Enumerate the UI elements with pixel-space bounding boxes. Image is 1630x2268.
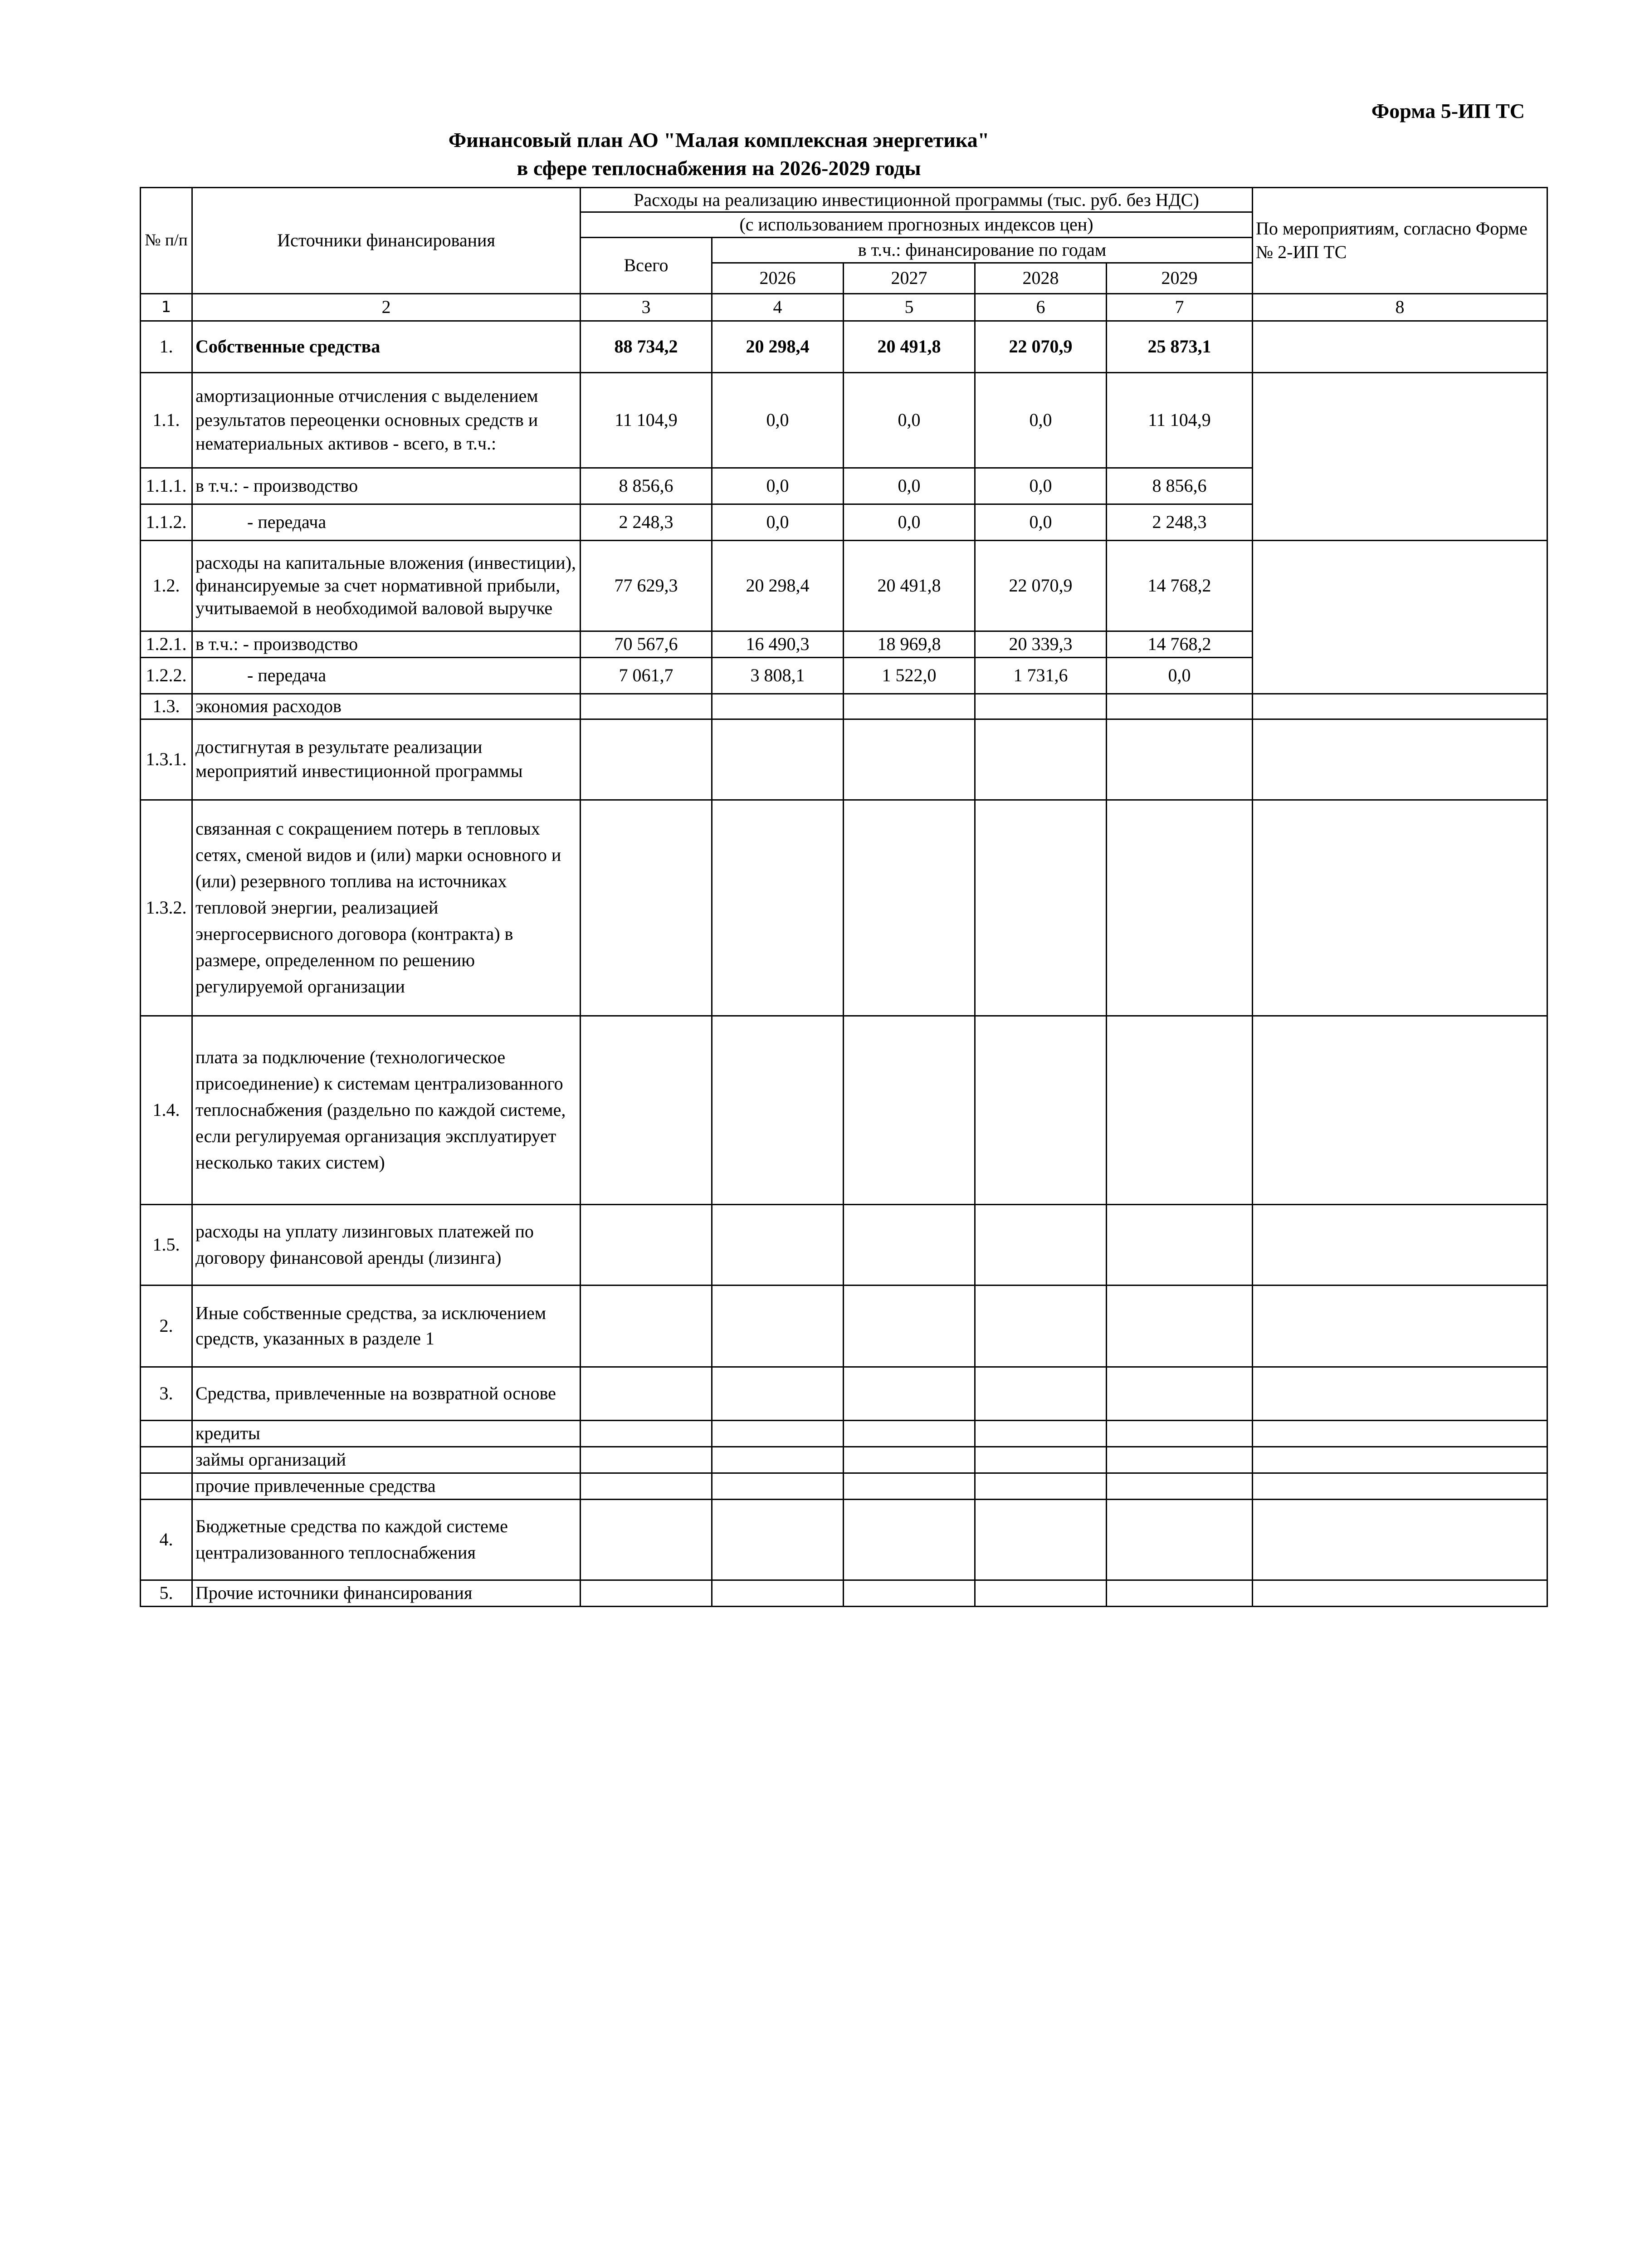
table-row (141, 1473, 1547, 1499)
row-2029: 14 768,2 (1107, 631, 1253, 657)
row-number: 2. (141, 1285, 192, 1367)
col-number: 7 (1107, 293, 1253, 321)
row-source: амортизационные отчисления с выделением результатов переоценки основных средств и нематериальных активов - всего, в т.ч.: (192, 372, 581, 468)
row-activities (1253, 1499, 1547, 1580)
row-total (581, 1016, 712, 1204)
row-number: 3. (141, 1367, 192, 1420)
row-source: Бюджетные средства по каждой системе централизованного теплоснабжения (192, 1499, 581, 1580)
row-number: 1.1.1. (141, 468, 192, 504)
row-source: прочие привлеченные средства (192, 1473, 581, 1499)
row-total: 8 856,6 (581, 468, 712, 504)
row-2029 (1107, 1367, 1253, 1420)
col-number: 8 (1253, 293, 1547, 321)
row-2028: 0,0 (975, 372, 1107, 468)
table-row (141, 719, 1547, 800)
row-activities (1253, 1204, 1547, 1285)
row-2026: 0,0 (712, 504, 844, 540)
table-row (141, 1016, 1547, 1204)
row-2029 (1107, 1016, 1253, 1204)
row-source: кредиты (192, 1420, 581, 1447)
row-total: 88 734,2 (581, 321, 712, 372)
page-title: Финансовый план АО "Малая комплексная энергетика" (448, 128, 990, 152)
col-number: 6 (975, 293, 1107, 321)
row-total: 70 567,6 (581, 631, 712, 657)
financial-plan-table (140, 187, 1548, 1607)
row-2027: 18 969,8 (844, 631, 975, 657)
row-2029 (1107, 1580, 1253, 1606)
row-total (581, 1420, 712, 1447)
row-2028 (975, 719, 1107, 800)
row-2028: 0,0 (975, 468, 1107, 504)
row-2027 (844, 1499, 975, 1580)
table-row (141, 694, 1547, 719)
header-expenses-line2: (с использованием прогнозных индексов цен) (581, 212, 1253, 238)
row-activities (1253, 1580, 1547, 1606)
row-2029: 2 248,3 (1107, 504, 1253, 540)
row-2026 (712, 1473, 844, 1499)
row-2028 (975, 1420, 1107, 1447)
header-num: № п/п (141, 188, 192, 294)
row-number: 1.1. (141, 372, 192, 468)
row-2028: 22 070,9 (975, 540, 1107, 631)
row-2027 (844, 1204, 975, 1285)
row-source: в т.ч.: - производство (192, 631, 581, 657)
row-2027 (844, 1580, 975, 1606)
row-number: 5. (141, 1580, 192, 1606)
row-total (581, 800, 712, 1016)
row-total (581, 1367, 712, 1420)
row-2027: 0,0 (844, 468, 975, 504)
row-source: связанная с сокращением потерь в тепловых сетях, сменой видов и (или) марки основного и (или) резервного топлива на источниках тепловой энергии, реализацией энергосервисного договора (контракта) в размере, определенном по решению регулируемой организации (192, 800, 581, 1016)
row-2028 (975, 1016, 1107, 1204)
table-row (141, 1499, 1547, 1580)
row-total: 77 629,3 (581, 540, 712, 631)
row-2028: 1 731,6 (975, 657, 1107, 694)
row-2027: 20 491,8 (844, 321, 975, 372)
row-2026 (712, 1447, 844, 1473)
row-2026: 0,0 (712, 468, 844, 504)
row-number (141, 1420, 192, 1447)
row-2026 (712, 719, 844, 800)
row-source: - передача (192, 504, 581, 540)
row-2026: 3 808,1 (712, 657, 844, 694)
row-source: Иные собственные средства, за исключением средств, указанных в разделе 1 (192, 1285, 581, 1367)
row-2026 (712, 1420, 844, 1447)
row-total (581, 1580, 712, 1606)
row-total: 7 061,7 (581, 657, 712, 694)
row-2027 (844, 1016, 975, 1204)
row-2029: 11 104,9 (1107, 372, 1253, 468)
row-activities (1253, 1367, 1547, 1420)
col-number: 1 (141, 293, 192, 321)
row-2027 (844, 800, 975, 1016)
row-number: 1.3.2. (141, 800, 192, 1016)
row-number: 1.2. (141, 540, 192, 631)
col-number: 5 (844, 293, 975, 321)
row-source: расходы на капитальные вложения (инвестиции), финансируемые за счет нормативной прибыли, учитываемой в необходимой валовой выручке (192, 540, 581, 631)
row-total (581, 1473, 712, 1499)
header-total: Всего (581, 237, 712, 293)
row-source: в т.ч.: - производство (192, 468, 581, 504)
row-total (581, 694, 712, 719)
row-number: 1.3. (141, 694, 192, 719)
row-number: 1.3.1. (141, 719, 192, 800)
row-number: 1.1.2. (141, 504, 192, 540)
row-2028: 0,0 (975, 504, 1107, 540)
table-row (141, 1420, 1547, 1447)
table-row (141, 800, 1547, 1016)
column-numbers-row (141, 293, 1547, 321)
header-year-2026: 2026 (712, 263, 844, 293)
row-2028 (975, 694, 1107, 719)
row-total (581, 1285, 712, 1367)
table-row (141, 372, 1547, 468)
header-activities: По мероприятиям, согласно Форме № 2-ИП ТС (1253, 188, 1547, 294)
row-2029 (1107, 1285, 1253, 1367)
row-activities (1253, 540, 1547, 694)
header-year-2029: 2029 (1107, 263, 1253, 293)
table-row (141, 1285, 1547, 1367)
row-2028: 22 070,9 (975, 321, 1107, 372)
col-number: 3 (581, 293, 712, 321)
row-2029 (1107, 1420, 1253, 1447)
row-2026 (712, 1285, 844, 1367)
row-activities (1253, 321, 1547, 372)
row-2027 (844, 719, 975, 800)
row-activities (1253, 372, 1547, 540)
row-source: Прочие источники финансирования (192, 1580, 581, 1606)
row-activities (1253, 1447, 1547, 1473)
row-number (141, 1447, 192, 1473)
row-2026 (712, 800, 844, 1016)
row-2027: 1 522,0 (844, 657, 975, 694)
row-activities (1253, 694, 1547, 719)
row-2026: 0,0 (712, 372, 844, 468)
row-source: плата за подключение (технологическое присоединение) к системам централизованного теплоснабжения (раздельно по каждой системе, если регулируемая организация эксплуатирует несколько таких систем) (192, 1016, 581, 1204)
row-2029 (1107, 719, 1253, 800)
row-2027: 0,0 (844, 504, 975, 540)
row-2026 (712, 1016, 844, 1204)
row-source: Средства, привлеченные на возвратной основе (192, 1367, 581, 1420)
table-row (141, 1580, 1547, 1606)
row-2028: 20 339,3 (975, 631, 1107, 657)
row-2026 (712, 1499, 844, 1580)
row-number: 1.2.2. (141, 657, 192, 694)
row-total (581, 1204, 712, 1285)
row-total (581, 1447, 712, 1473)
table-row (141, 1447, 1547, 1473)
row-2028 (975, 800, 1107, 1016)
row-activities (1253, 1420, 1547, 1447)
row-2027: 20 491,8 (844, 540, 975, 631)
row-2028 (975, 1204, 1107, 1285)
header-sources: Источники финансирования (192, 188, 581, 294)
form-label: Форма 5-ИП ТС (1371, 99, 1525, 122)
row-2027 (844, 694, 975, 719)
row-number: 1.5. (141, 1204, 192, 1285)
row-activities (1253, 1285, 1547, 1367)
row-2029 (1107, 800, 1253, 1016)
row-2029 (1107, 1499, 1253, 1580)
row-2026: 20 298,4 (712, 321, 844, 372)
row-number: 1.4. (141, 1016, 192, 1204)
row-2027 (844, 1473, 975, 1499)
row-number: 1. (141, 321, 192, 372)
row-activities (1253, 1473, 1547, 1499)
col-number: 2 (192, 293, 581, 321)
row-2029: 25 873,1 (1107, 321, 1253, 372)
row-2026 (712, 1367, 844, 1420)
row-2029 (1107, 1447, 1253, 1473)
row-2029: 14 768,2 (1107, 540, 1253, 631)
row-total: 2 248,3 (581, 504, 712, 540)
row-source: достигнутая в результате реализации мероприятий инвестиционной программы (192, 719, 581, 800)
row-2028 (975, 1580, 1107, 1606)
row-activities (1253, 1016, 1547, 1204)
row-total (581, 719, 712, 800)
row-2027 (844, 1447, 975, 1473)
row-number: 1.2.1. (141, 631, 192, 657)
row-number: 4. (141, 1499, 192, 1580)
table-row (141, 321, 1547, 372)
header-expenses-line1: Расходы на реализацию инвестиционной программы (тыс. руб. без НДС) (634, 189, 1199, 210)
table-row (141, 1204, 1547, 1285)
row-2026 (712, 1204, 844, 1285)
row-2028 (975, 1285, 1107, 1367)
row-activities (1253, 719, 1547, 800)
row-2028 (975, 1473, 1107, 1499)
row-total (581, 1499, 712, 1580)
row-2029 (1107, 694, 1253, 719)
row-2026 (712, 1580, 844, 1606)
row-activities (1253, 800, 1547, 1016)
row-number (141, 1473, 192, 1499)
row-source: займы организаций (192, 1447, 581, 1473)
row-2027 (844, 1367, 975, 1420)
row-2029 (1107, 1473, 1253, 1499)
row-source: экономия расходов (192, 694, 581, 719)
header-row (141, 188, 1547, 212)
row-2029 (1107, 1204, 1253, 1285)
page-subtitle: в сфере теплоснабжения на 2026-2029 годы (517, 156, 921, 180)
row-2029: 0,0 (1107, 657, 1253, 694)
row-2026: 16 490,3 (712, 631, 844, 657)
row-source: - передача (192, 657, 581, 694)
col-number: 4 (712, 293, 844, 321)
header-expenses (581, 188, 1253, 212)
row-source: Собственные средства (192, 321, 581, 372)
header-by-years: в т.ч.: финансирование по годам (712, 237, 1253, 263)
row-total: 11 104,9 (581, 372, 712, 468)
row-2026: 20 298,4 (712, 540, 844, 631)
table-row (141, 540, 1547, 631)
table-row (141, 1367, 1547, 1420)
row-2027: 0,0 (844, 372, 975, 468)
header-year-2027: 2027 (844, 263, 975, 293)
header-year-2028: 2028 (975, 263, 1107, 293)
row-2028 (975, 1447, 1107, 1473)
row-2027 (844, 1285, 975, 1367)
row-2028 (975, 1367, 1107, 1420)
row-2029: 8 856,6 (1107, 468, 1253, 504)
row-2028 (975, 1499, 1107, 1580)
row-source: расходы на уплату лизинговых платежей по договору финансовой аренды (лизинга) (192, 1204, 581, 1285)
row-2027 (844, 1420, 975, 1447)
row-2026 (712, 694, 844, 719)
